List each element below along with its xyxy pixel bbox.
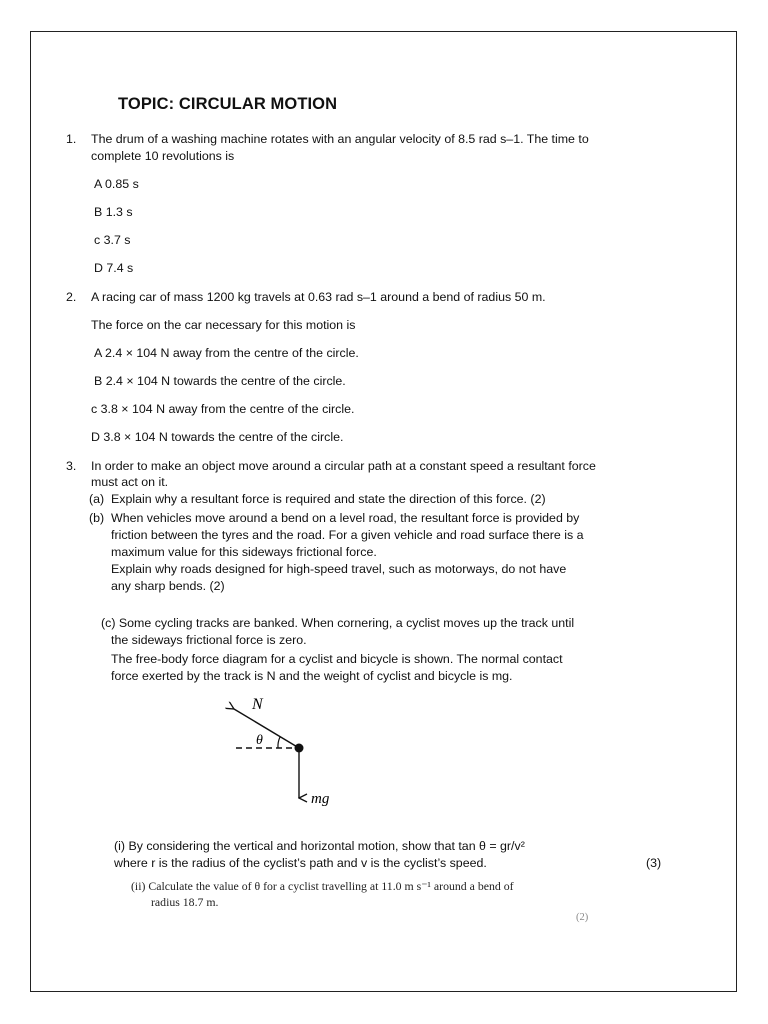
page-title: TOPIC: CIRCULAR MOTION — [118, 95, 338, 113]
q3cii-line2: radius 18.7 m. — [151, 895, 219, 909]
q3b-line2: friction between the tyres and the road. For a given vehicle and road surface there is a — [111, 528, 584, 542]
weight-label: mg — [311, 791, 330, 807]
angle-label: θ — [256, 733, 263, 748]
angle-arc — [278, 737, 280, 748]
q3ci-line1: (i) By considering the vertical and horizontal motion, show that tan θ = gr/v² — [114, 839, 525, 853]
normal-force-arrow — [234, 709, 299, 748]
q1-option-d: D 7.4 s — [94, 261, 134, 275]
q3c-line3: The free-body force diagram for a cyclist and bicycle is shown. The normal contact — [111, 652, 563, 666]
q3b-label: (b) — [89, 511, 105, 525]
q3b-line1: When vehicles move around a bend on a level road, the resultant force is provided by — [111, 511, 580, 525]
q3c-line2: the sideways frictional force is zero. — [111, 633, 307, 647]
q2-option-b: B 2.4 × 104 N towards the centre of the circle. — [94, 374, 346, 388]
q3b-line3: maximum value for this sideways frictional force. — [111, 545, 377, 559]
q3cii-marks: (2) — [576, 912, 589, 923]
q1-stem-line2: complete 10 revolutions is — [91, 149, 235, 163]
q3c-line1: (c) Some cycling tracks are banked. When cornering, a cyclist moves up the track until — [101, 616, 575, 630]
q3-intro-line2: must act on it. — [91, 475, 169, 489]
q3a-text: Explain why a resultant force is required and state the direction of this force. (2) — [111, 492, 546, 506]
q3ci-marks: (3) — [646, 856, 662, 870]
q3ci-line2: where r is the radius of the cyclist’s path and v is the cyclist’s speed. — [114, 856, 487, 870]
q2-stem-line1: A racing car of mass 1200 kg travels at 0.63 rad s–1 around a bend of radius 50 m. — [91, 290, 546, 304]
q2-option-d: D 3.8 × 104 N towards the centre of the circle. — [91, 430, 344, 444]
cyclist-point — [295, 744, 304, 753]
free-body-force-diagram — [222, 690, 362, 810]
q3-number: 3. — [66, 459, 77, 473]
q2-number: 2. — [66, 290, 77, 304]
q3-intro-line1: In order to make an object move around a circular path at a constant speed a resultant force — [91, 459, 596, 473]
q1-option-b: B 1.3 s — [94, 205, 133, 219]
q1-stem-line1: The drum of a washing machine rotates with an angular velocity of 8.5 rad s–1. The time to — [91, 132, 589, 146]
normal-force-label: N — [252, 696, 263, 713]
q1-option-c: c 3.7 s — [94, 233, 131, 247]
q3a-label: (a) — [89, 492, 105, 506]
q1-number: 1. — [66, 132, 77, 146]
q3b-line4: Explain why roads designed for high-speed travel, such as motorways, do not have — [111, 562, 567, 576]
q3c-line4: force exerted by the track is N and the weight of cyclist and bicycle is mg. — [111, 669, 513, 683]
q1-option-a: A 0.85 s — [94, 177, 139, 191]
q2-stem-line2: The force on the car necessary for this motion is — [91, 318, 356, 332]
q2-option-c: c 3.8 × 104 N away from the centre of the circle. — [91, 402, 355, 416]
q3cii-line1: (ii) Calculate the value of θ for a cyclist travelling at 11.0 m s⁻¹ around a bend of — [131, 879, 514, 893]
q2-option-a: A 2.4 × 104 N away from the centre of the circle. — [94, 346, 359, 360]
q3b-line5: any sharp bends. (2) — [111, 579, 225, 593]
